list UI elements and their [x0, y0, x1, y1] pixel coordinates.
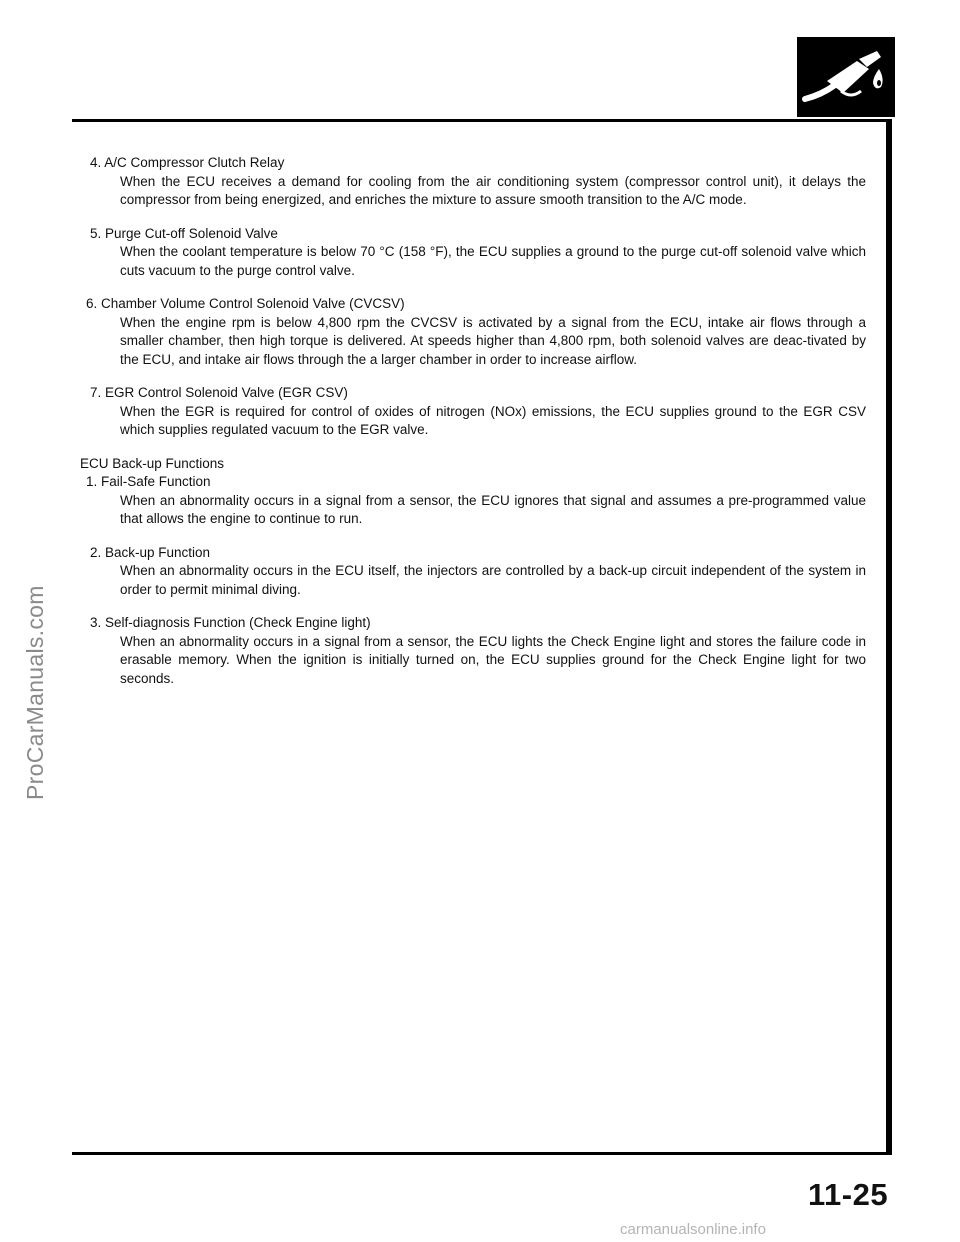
item-title: 7. EGR Control Solenoid Valve (EGR CSV) [90, 385, 348, 400]
item-self-diagnosis-function [76, 614, 866, 688]
item-title: 2. Back-up Function [90, 544, 211, 560]
item-body: When an abnormality occurs in a signal from a sensor, the ECU lights the Check Engine light and stores the failure code in erasable memory. When the ignition is initially turned on, the ECU supplies ground for the Check Engine light for two seconds. [120, 633, 866, 686]
item-title: 4. A/C Compressor Clutch Relay [90, 155, 285, 170]
page-content [76, 154, 866, 703]
item-purge-cut-off-solenoid-valve [76, 225, 866, 281]
item-title: 5. Purge Cut-off Solenoid Valve [90, 225, 278, 241]
fuel-nozzle-icon [797, 37, 895, 117]
item-body: When the EGR is required for control of oxides of nitrogen (NOx) emissions, the ECU supplies ground to the EGR CSV which supplies regulated vacuum to the EGR valve. [120, 403, 866, 437]
item-ac-compressor-clutch-relay [76, 154, 866, 210]
bottom-watermark: carmanualsonline.info [620, 1221, 766, 1238]
group-title: ECU Back-up Functions [80, 455, 225, 471]
frame-bottom-border [72, 1152, 892, 1155]
item-body: When the coolant temperature is below 70 °C (158 °F), the ECU supplies a ground to the purge cut-off solenoid valve which cuts vacuum to the purge control valve. [120, 244, 866, 278]
side-watermark: ProCarManuals.com [22, 585, 48, 800]
item-chamber-volume-control-solenoid-valve [76, 295, 866, 369]
item-back-up-function [76, 544, 866, 600]
frame-top-border [72, 119, 892, 122]
ecu-backup-functions [76, 455, 866, 689]
item-egr-control-solenoid-valve [76, 384, 866, 440]
item-title: 3. Self-diagnosis Function (Check Engine light) [90, 615, 371, 630]
item-body: When an abnormality occurs in the ECU itself, the injectors are controlled by a back-up circuit independent of the system in order to permit minimal diving. [120, 563, 866, 597]
frame-right-border [886, 119, 892, 1155]
item-body: When the engine rpm is below 4,800 rpm the CVCSV is activated by a signal from the ECU, intake air flows through a smaller chamber, then high torque is delivered. At speeds higher than 4,800 rpm, both solenoid valves are deac-tivated by the ECU, and intake air flows through the a larger chamber in order to increase airflow. [120, 314, 866, 367]
item-body: When the ECU receives a demand for cooling from the air conditioning system (compressor control unit), it delays the compressor from being energized, and enriches the mixture to assure smooth transition to the A/C mode. [120, 173, 866, 207]
item-body: When an abnormality occurs in a signal from a sensor, the ECU ignores that signal and assumes a pre-programmed value that allows the engine to continue to run. [120, 492, 866, 526]
fuel-nozzle-section-icon [797, 37, 895, 117]
item-title: 1. Fail-Safe Function [86, 474, 211, 489]
page-number: 11-25 [808, 1177, 889, 1212]
item-title: 6. Chamber Volume Control Solenoid Valve (CVCSV) [86, 296, 405, 311]
item-fail-safe-function [76, 473, 866, 529]
